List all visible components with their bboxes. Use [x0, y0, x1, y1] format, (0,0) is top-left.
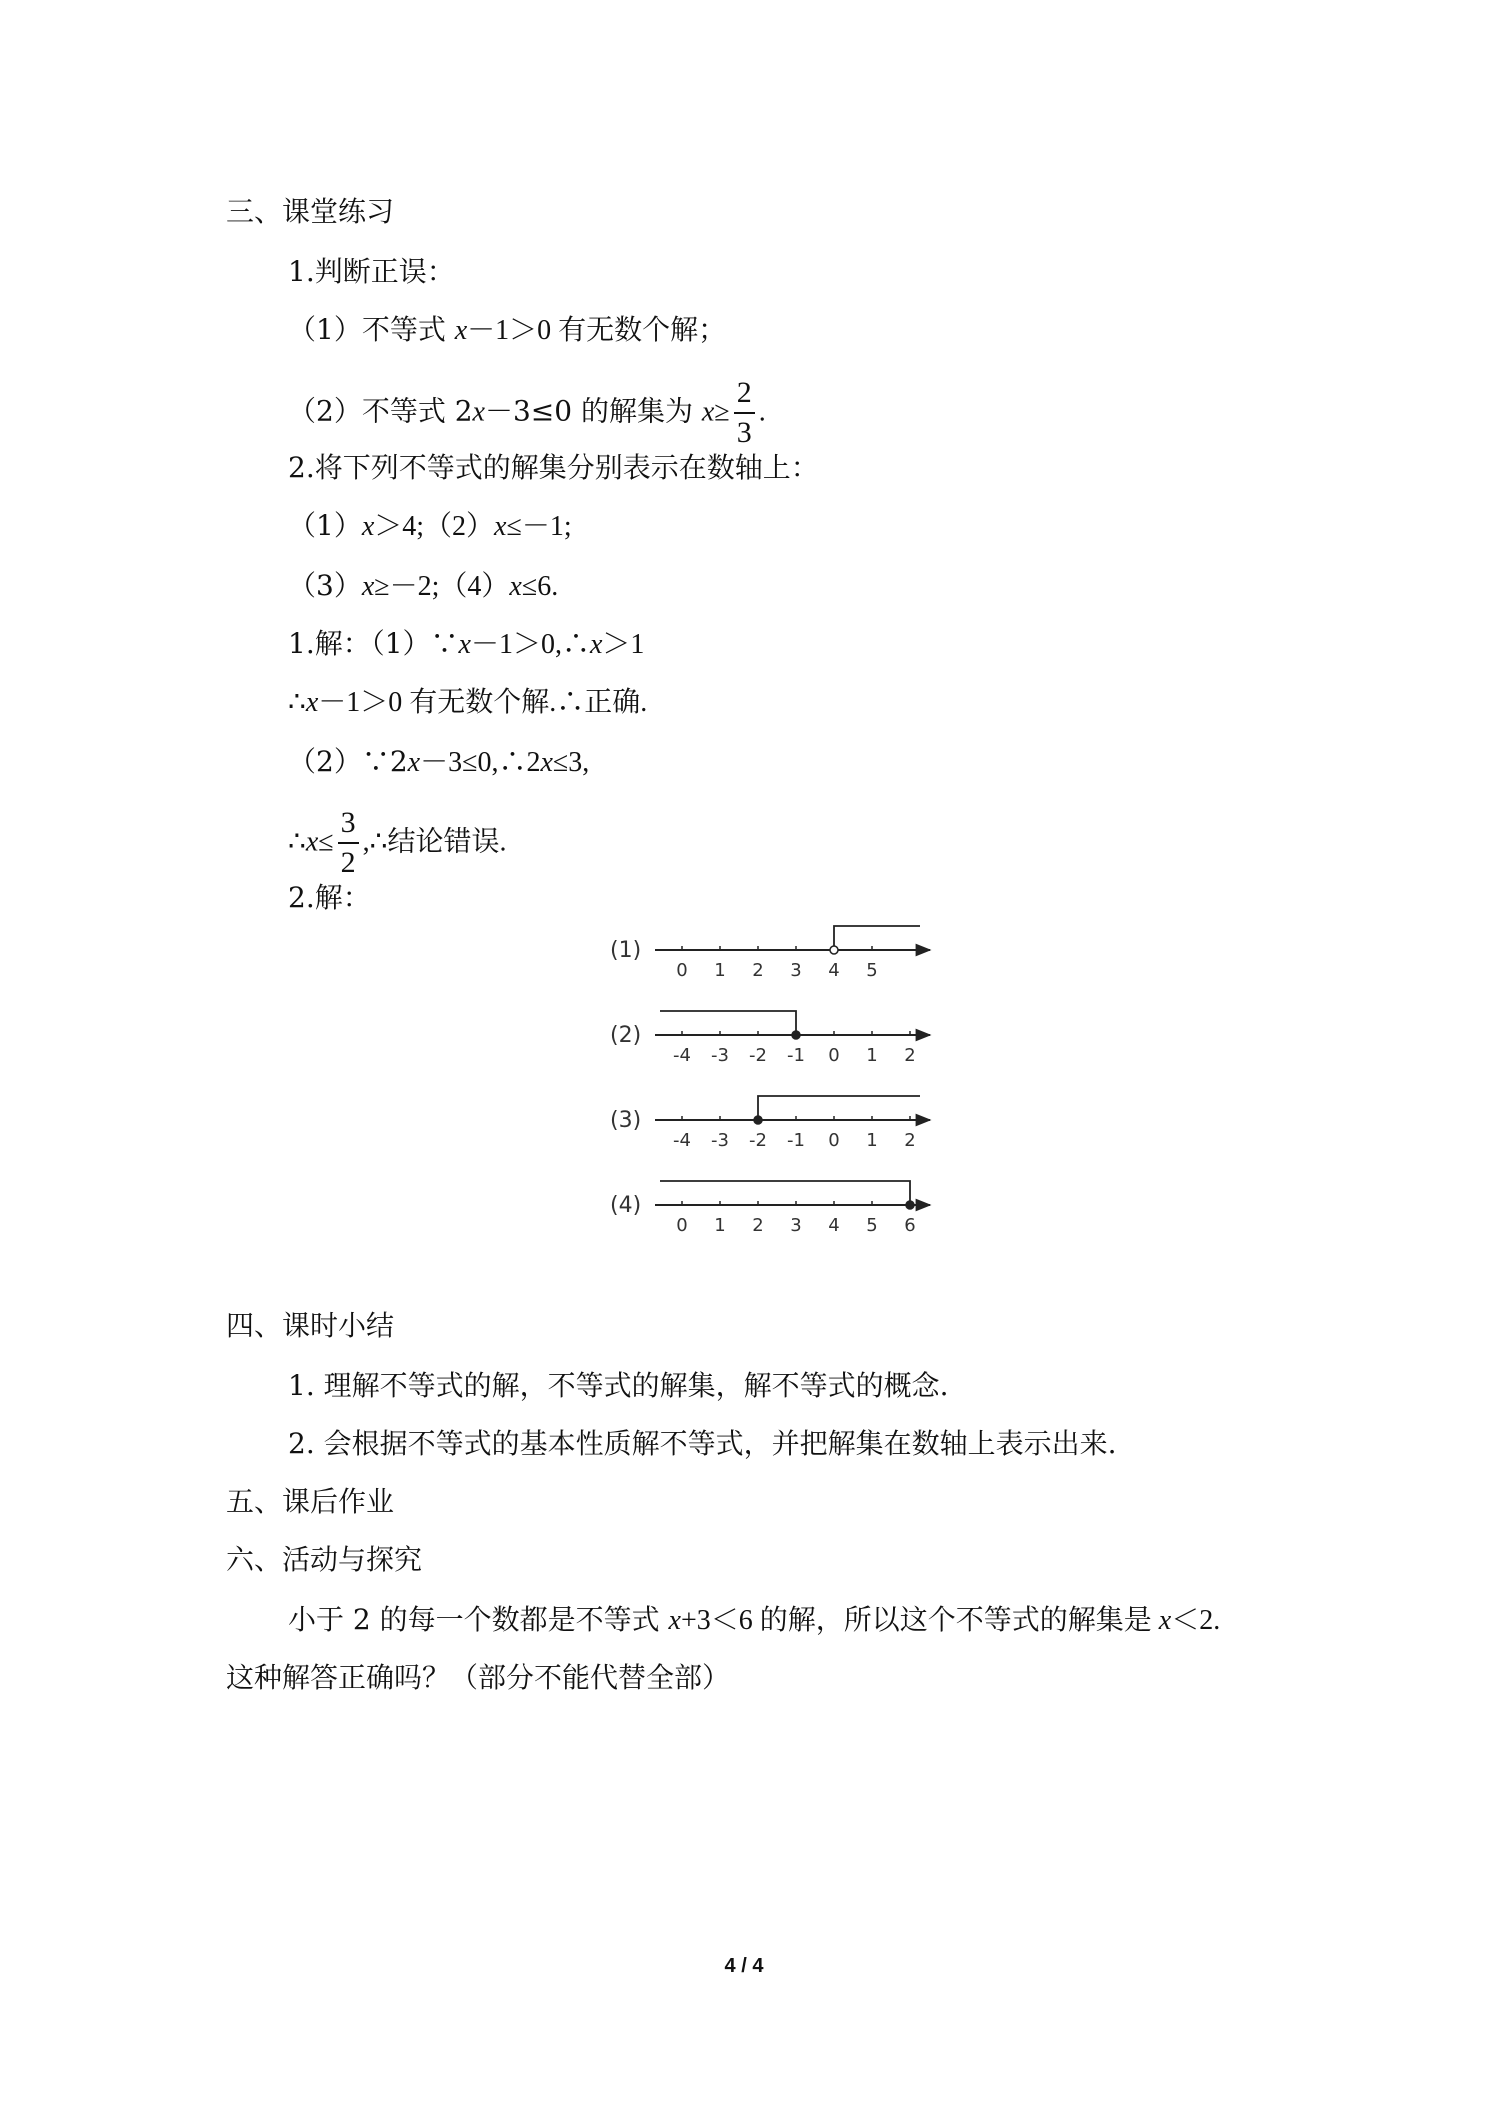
closed-endpoint — [906, 1201, 914, 1209]
question-1-item-2: （2）不等式 2x－3≤0 的解集为 x≥ $\frac{2}{3}$ . — [288, 376, 766, 449]
number-line-index: (4) — [610, 1193, 642, 1218]
tick-label: 3 — [790, 960, 802, 981]
solution-1-line-1: 1.解：（1）∵x－1＞0,∴x＞1 — [288, 627, 645, 660]
tick-label: -1 — [787, 1045, 805, 1066]
tick-label: -4 — [673, 1130, 691, 1151]
tick-label: 2 — [904, 1130, 916, 1151]
tick-label: -2 — [749, 1130, 767, 1151]
number-line-index: (2) — [610, 1023, 642, 1048]
tick-label: 1 — [866, 1045, 878, 1066]
fraction-three-halves: $\frac{3}{2}$ — [338, 808, 359, 878]
number-line-3 — [610, 1096, 930, 1151]
tick-label: 5 — [866, 1215, 878, 1236]
solution-set-bracket — [834, 926, 920, 950]
tick-label: -3 — [711, 1045, 729, 1066]
solution-1-line-2: ∴x－1＞0 有无数个解.∴正确. — [288, 685, 648, 718]
question-2-title: 2.将下列不等式的解集分别表示在数轴上： — [288, 451, 819, 484]
solution-set-bracket — [660, 1011, 796, 1035]
summary-point-1: 1. 理解不等式的解，不等式的解集，解不等式的概念. — [288, 1369, 949, 1402]
tick-label: 0 — [676, 1215, 688, 1236]
closed-endpoint — [754, 1116, 762, 1124]
question-1-title: 1.判断正误： — [288, 255, 455, 288]
tick-label: -4 — [673, 1045, 691, 1066]
tick-label: -1 — [787, 1130, 805, 1151]
solution-1-line-3: （2）∵2x－3≤0,∴2x≤3, — [288, 745, 590, 778]
tick-label: 1 — [866, 1130, 878, 1151]
fraction-two-thirds: $\frac{2}{3}$ — [734, 378, 755, 448]
solution-set-bracket — [758, 1096, 920, 1120]
number-lines-figure — [610, 920, 950, 1250]
open-endpoint — [830, 946, 838, 954]
tick-label: 2 — [752, 960, 764, 981]
number-line-1 — [610, 926, 930, 981]
tick-label: 1 — [714, 960, 726, 981]
section-heading-activity: 六、活动与探究 — [226, 1543, 423, 1576]
tick-label: 5 — [866, 960, 878, 981]
section-heading-summary: 四、课时小结 — [226, 1309, 395, 1342]
section-heading-homework: 五、课后作业 — [226, 1485, 395, 1518]
tick-label: 4 — [828, 1215, 840, 1236]
question-2-row-1: （1）x＞4;（2）x≤－1; — [288, 509, 572, 542]
tick-label: 4 — [828, 960, 840, 981]
solution-2-label: 2.解： — [288, 881, 371, 914]
tick-label: 2 — [904, 1045, 916, 1066]
page-number: 4 / 4 — [724, 1955, 764, 1977]
tick-label: 0 — [828, 1045, 840, 1066]
summary-point-2: 2. 会根据不等式的基本性质解不等式，并把解集在数轴上表示出来. — [288, 1427, 1117, 1460]
tick-label: -3 — [711, 1130, 729, 1151]
tick-label: 0 — [676, 960, 688, 981]
tick-label: 6 — [904, 1215, 916, 1236]
number-line-index: (3) — [610, 1108, 642, 1133]
tick-label: 3 — [790, 1215, 802, 1236]
number-line-2 — [610, 1011, 930, 1066]
tick-label: 2 — [752, 1215, 764, 1236]
question-2-row-2: （3）x≥－2;（4）x≤6. — [288, 569, 559, 602]
tick-label: -2 — [749, 1045, 767, 1066]
number-line-4 — [610, 1181, 930, 1236]
section-heading-practice: 三、课堂练习 — [226, 195, 395, 228]
activity-paragraph-line-2: 这种解答正确吗？（部分不能代替全部） — [226, 1661, 731, 1694]
question-1-item-1: （1）不等式 x－1＞0 有无数个解； — [288, 313, 727, 346]
tick-label: 0 — [828, 1130, 840, 1151]
activity-paragraph-line-1: 小于 2 的每一个数都是不等式 x+3＜6 的解，所以这个不等式的解集是 x＜2. — [288, 1603, 1221, 1636]
number-line-index: (1) — [610, 938, 642, 963]
solution-1-line-4: ∴x≤ $\frac{3}{2}$ ,∴结论错误. — [288, 806, 507, 879]
closed-endpoint — [792, 1031, 800, 1039]
tick-label: 1 — [714, 1215, 726, 1236]
